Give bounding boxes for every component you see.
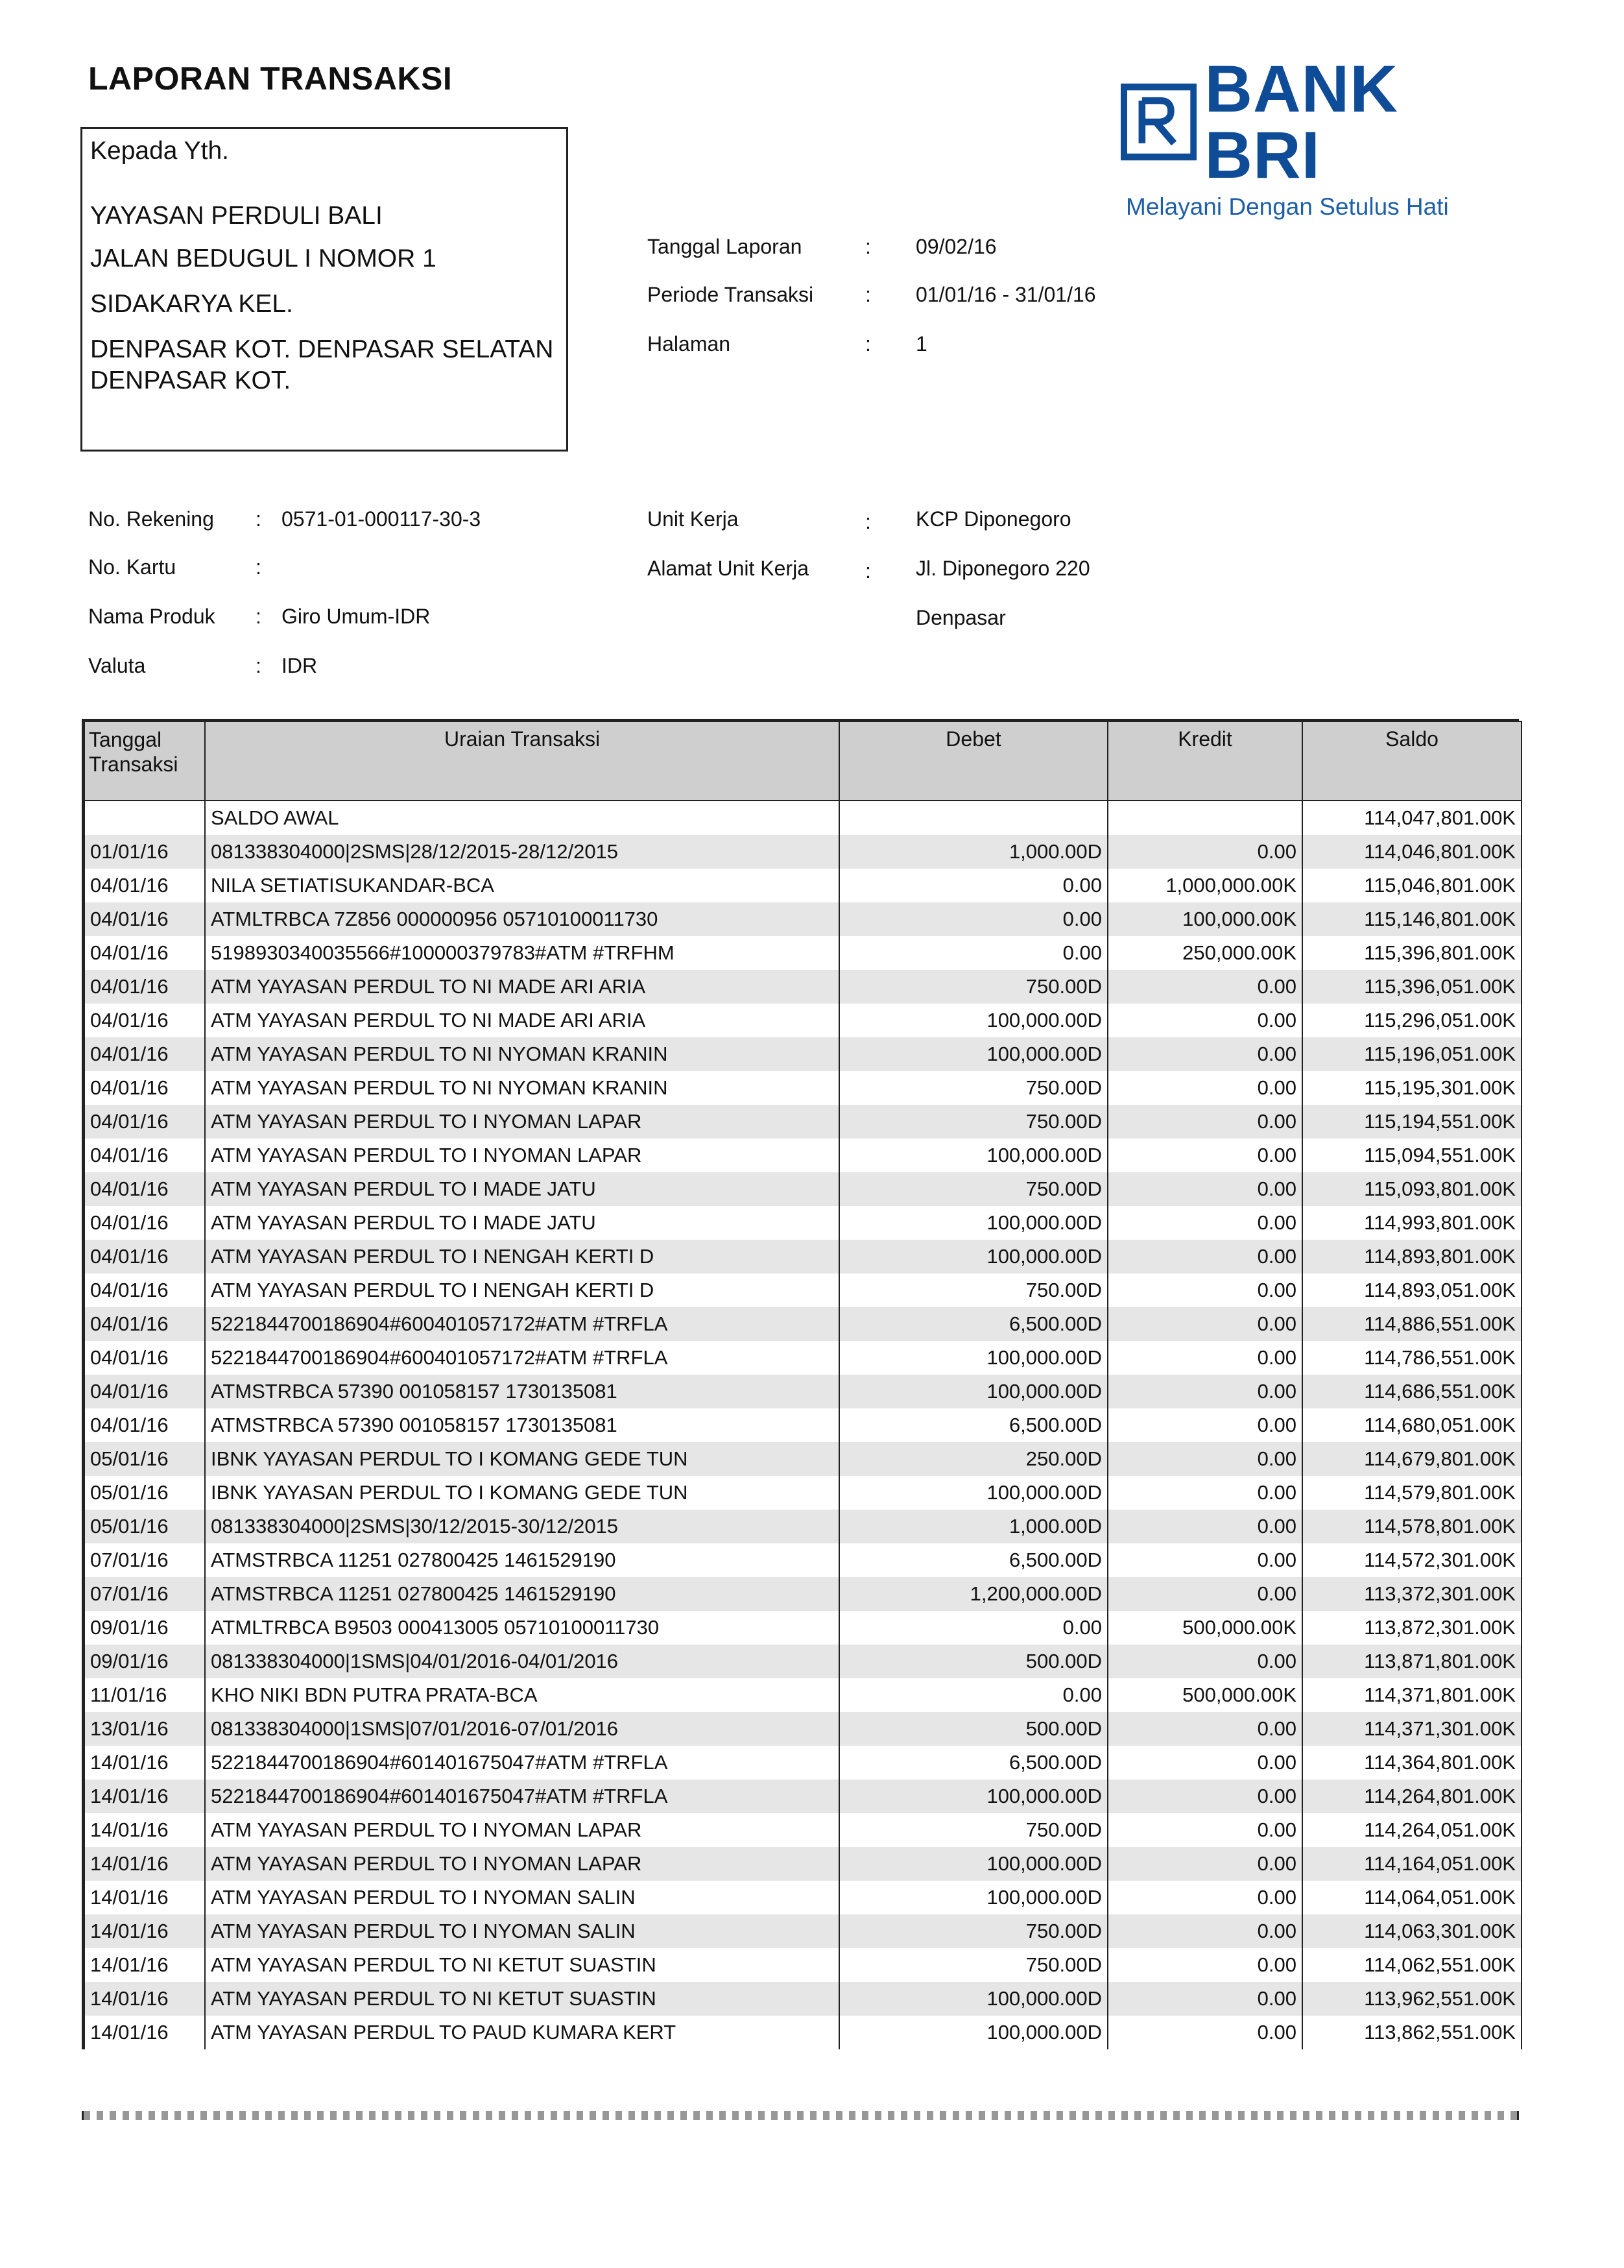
cell-saldo: 114,371,301.00K: [1302, 1712, 1522, 1746]
separator: :: [256, 507, 261, 531]
cell-description: ATM YAYASAN PERDUL TO NI NYOMAN KRANIN: [205, 1037, 839, 1071]
cell-description: ATMSTRBCA 57390 001058157 1730135081: [205, 1375, 839, 1408]
table-row: [84, 1375, 1522, 1408]
table-row: [84, 902, 1522, 936]
cell-date: 05/01/16: [84, 1442, 205, 1476]
table-row: [84, 1004, 1522, 1037]
table-row: [84, 1577, 1522, 1611]
cell-kredit: 250,000.00K: [1108, 936, 1302, 970]
cell-saldo: 115,046,801.00K: [1302, 869, 1522, 902]
cell-description: ATM YAYASAN PERDUL TO I MADE JATU: [205, 1206, 839, 1240]
cell-kredit: 0.00: [1108, 1408, 1302, 1442]
table-row: [84, 835, 1522, 869]
cell-description: 081338304000|1SMS|04/01/2016-04/01/2016: [205, 1645, 839, 1678]
cell-kredit: 500,000.00K: [1108, 1611, 1302, 1645]
separator: :: [865, 510, 871, 533]
cell-debet: [839, 801, 1108, 835]
table-row: [84, 936, 1522, 970]
bank-logo: [1121, 52, 1484, 220]
cell-saldo: 115,296,051.00K: [1302, 1004, 1522, 1037]
cell-debet: 750.00D: [839, 1105, 1108, 1139]
cell-debet: 100,000.00D: [839, 1375, 1108, 1408]
cell-date: 11/01/16: [84, 1678, 205, 1712]
cell-description: 081338304000|2SMS|30/12/2015-30/12/2015: [205, 1510, 839, 1543]
cell-date: 09/01/16: [84, 1645, 205, 1678]
periode-transaksi-label: Periode Transaksi: [647, 283, 814, 306]
cell-description: ATM YAYASAN PERDUL TO I NYOMAN LAPAR: [205, 1847, 839, 1881]
cut-off-row: [82, 2111, 1519, 2120]
cell-kredit: 100,000.00K: [1108, 902, 1302, 936]
cell-saldo: 114,264,801.00K: [1302, 1779, 1522, 1813]
cell-date: 09/01/16: [84, 1611, 205, 1645]
cell-description: 081338304000|2SMS|28/12/2015-28/12/2015: [205, 835, 839, 869]
cell-description: ATM YAYASAN PERDUL TO I NYOMAN SALIN: [205, 1914, 839, 1948]
cell-debet: 100,000.00D: [839, 1476, 1108, 1510]
cell-debet: 0.00: [839, 1678, 1108, 1712]
cell-description: 5221844700186904#601401675047#ATM #TRFLA: [205, 1779, 839, 1813]
cell-kredit: 0.00: [1108, 1847, 1302, 1881]
cell-debet: 750.00D: [839, 1273, 1108, 1307]
cell-kredit: 0.00: [1108, 1206, 1302, 1240]
cell-debet: 100,000.00D: [839, 1341, 1108, 1375]
bri-logo-mark-icon: [1121, 77, 1197, 167]
table-row: [84, 1240, 1522, 1273]
table-row: [84, 1779, 1522, 1813]
table-row: [84, 1510, 1522, 1543]
recipient-line: JALAN BEDUGUL I NOMOR 1: [90, 245, 436, 272]
cell-debet: 100,000.00D: [839, 1847, 1108, 1881]
cell-saldo: 115,396,051.00K: [1302, 970, 1522, 1004]
table-row: [84, 1543, 1522, 1577]
cell-debet: 6,500.00D: [839, 1307, 1108, 1341]
cell-date: 04/01/16: [84, 902, 205, 936]
cell-date: 04/01/16: [84, 1273, 205, 1307]
valuta-label: Valuta: [88, 654, 146, 677]
cell-description: IBNK YAYASAN PERDUL TO I KOMANG GEDE TUN: [205, 1476, 839, 1510]
table-row: [84, 1645, 1522, 1678]
cell-description: ATM YAYASAN PERDUL TO I NENGAH KERTI D: [205, 1273, 839, 1307]
header-kredit: Kredit: [1108, 721, 1302, 801]
cell-description: 081338304000|1SMS|07/01/2016-07/01/2016: [205, 1712, 839, 1746]
kartu-label: No. Kartu: [88, 555, 176, 579]
cell-date: 01/01/16: [84, 835, 205, 869]
rekening-label: No. Rekening: [88, 507, 214, 531]
cell-description: 5221844700186904#600401057172#ATM #TRFLA: [205, 1307, 839, 1341]
cell-date: 04/01/16: [84, 1037, 205, 1071]
cell-kredit: 0.00: [1108, 1273, 1302, 1307]
cell-date: 07/01/16: [84, 1577, 205, 1611]
bank-tagline: Melayani Dengan Setulus Hati: [1126, 193, 1449, 220]
header-tanggal: Tanggal Transaksi: [84, 721, 205, 801]
table-row: [84, 1307, 1522, 1341]
cell-saldo: 114,264,051.00K: [1302, 1813, 1522, 1847]
halaman-value: 1: [916, 332, 927, 356]
cell-kredit: 0.00: [1108, 1172, 1302, 1206]
cell-date: 04/01/16: [84, 1004, 205, 1037]
cell-debet: 0.00: [839, 869, 1108, 902]
cell-saldo: 115,194,551.00K: [1302, 1105, 1522, 1139]
cell-saldo: 115,396,801.00K: [1302, 936, 1522, 970]
transactions-body: [84, 801, 1522, 2049]
cell-kredit: 0.00: [1108, 1982, 1302, 2016]
separator: :: [865, 235, 871, 258]
cell-saldo: 114,886,551.00K: [1302, 1307, 1522, 1341]
cell-debet: 500.00D: [839, 1645, 1108, 1678]
alamat-unit-label: Alamat Unit Kerja: [647, 557, 809, 580]
halaman-label: Halaman: [647, 332, 731, 356]
cell-saldo: 113,962,551.00K: [1302, 1982, 1522, 2016]
cell-debet: 6,500.00D: [839, 1746, 1108, 1779]
cell-saldo: 114,578,801.00K: [1302, 1510, 1522, 1543]
table-row: [84, 1712, 1522, 1746]
cell-kredit: 0.00: [1108, 970, 1302, 1004]
cell-saldo: 114,063,301.00K: [1302, 1914, 1522, 1948]
cell-date: [84, 801, 205, 835]
table-row: [84, 1476, 1522, 1510]
cell-debet: 750.00D: [839, 1914, 1108, 1948]
cell-debet: 1,000.00D: [839, 1510, 1108, 1543]
separator: :: [256, 654, 261, 677]
cell-saldo: 114,364,801.00K: [1302, 1746, 1522, 1779]
cell-description: NILA SETIATISUKANDAR-BCA: [205, 869, 839, 902]
cell-description: ATM YAYASAN PERDUL TO NI MADE ARI ARIA: [205, 970, 839, 1004]
cell-date: 04/01/16: [84, 1240, 205, 1273]
cell-date: 05/01/16: [84, 1510, 205, 1543]
cell-saldo: 115,195,301.00K: [1302, 1071, 1522, 1105]
cell-date: 14/01/16: [84, 1948, 205, 1982]
cell-debet: 100,000.00D: [839, 2016, 1108, 2049]
separator: :: [865, 332, 871, 356]
cell-description: ATM YAYASAN PERDUL TO I MADE JATU: [205, 1172, 839, 1206]
cell-kredit: 1,000,000.00K: [1108, 869, 1302, 902]
cell-date: 04/01/16: [84, 1172, 205, 1206]
table-row: [84, 1442, 1522, 1476]
cell-date: 04/01/16: [84, 1307, 205, 1341]
cell-saldo: 114,371,801.00K: [1302, 1678, 1522, 1712]
cell-description: ATM YAYASAN PERDUL TO I NYOMAN SALIN: [205, 1881, 839, 1914]
cell-description: ATMLTRBCA 7Z856 000000956 05710100011730: [205, 902, 839, 936]
cell-date: 14/01/16: [84, 2016, 205, 2049]
cell-kredit: [1108, 801, 1302, 835]
cell-kredit: 0.00: [1108, 835, 1302, 869]
report-title: LAPORAN TRANSAKSI: [88, 60, 453, 97]
table-row: [84, 1408, 1522, 1442]
cell-saldo: 114,047,801.00K: [1302, 801, 1522, 835]
header-debet: Debet: [839, 721, 1108, 801]
cell-description: 5221844700186904#601401675047#ATM #TRFLA: [205, 1746, 839, 1779]
cell-date: 04/01/16: [84, 1206, 205, 1240]
cell-date: 04/01/16: [84, 1408, 205, 1442]
transactions-table: [82, 719, 1519, 2049]
table-row: [84, 1139, 1522, 1172]
cell-kredit: 500,000.00K: [1108, 1678, 1302, 1712]
cell-debet: 100,000.00D: [839, 1779, 1108, 1813]
cell-date: 04/01/16: [84, 1105, 205, 1139]
table-row: [84, 970, 1522, 1004]
cell-kredit: 0.00: [1108, 1577, 1302, 1611]
cell-debet: 750.00D: [839, 1813, 1108, 1847]
bank-name: BANK BRI: [1204, 52, 1398, 192]
cell-debet: 0.00: [839, 902, 1108, 936]
cell-kredit: 0.00: [1108, 1914, 1302, 1948]
cell-kredit: 0.00: [1108, 1813, 1302, 1847]
cell-debet: 100,000.00D: [839, 1881, 1108, 1914]
cell-description: 5198930340035566#100000379783#ATM #TRFHM: [205, 936, 839, 970]
cell-kredit: 0.00: [1108, 1712, 1302, 1746]
table-row: [84, 1813, 1522, 1847]
cell-kredit: 0.00: [1108, 1510, 1302, 1543]
cell-debet: 500.00D: [839, 1712, 1108, 1746]
cell-date: 04/01/16: [84, 936, 205, 970]
cell-saldo: 113,872,301.00K: [1302, 1611, 1522, 1645]
cell-description: ATMSTRBCA 11251 027800425 1461529190: [205, 1577, 839, 1611]
alamat-unit-value-1: Jl. Diponegoro 220: [916, 557, 1090, 580]
cell-description: ATM YAYASAN PERDUL TO NI KETUT SUASTIN: [205, 1982, 839, 2016]
cell-debet: 750.00D: [839, 1172, 1108, 1206]
cell-saldo: 114,064,051.00K: [1302, 1881, 1522, 1914]
separator: :: [256, 605, 261, 628]
cell-description: ATMSTRBCA 57390 001058157 1730135081: [205, 1408, 839, 1442]
cell-saldo: 114,786,551.00K: [1302, 1341, 1522, 1375]
cell-description: 5221844700186904#600401057172#ATM #TRFLA: [205, 1341, 839, 1375]
cell-description: ATM YAYASAN PERDUL TO I NYOMAN LAPAR: [205, 1105, 839, 1139]
cell-debet: 100,000.00D: [839, 1139, 1108, 1172]
cell-saldo: 114,893,051.00K: [1302, 1273, 1522, 1307]
recipient-line: SIDAKARYA KEL.: [90, 290, 293, 318]
cell-debet: 750.00D: [839, 970, 1108, 1004]
cell-debet: 100,000.00D: [839, 1982, 1108, 2016]
cell-date: 14/01/16: [84, 1914, 205, 1948]
cell-kredit: 0.00: [1108, 1037, 1302, 1071]
cell-debet: 100,000.00D: [839, 1037, 1108, 1071]
table-header-row: [84, 721, 1522, 801]
cell-saldo: 113,372,301.00K: [1302, 1577, 1522, 1611]
cell-kredit: 0.00: [1108, 1645, 1302, 1678]
cell-saldo: 113,871,801.00K: [1302, 1645, 1522, 1678]
table-row: [84, 801, 1522, 835]
table-row: [84, 1071, 1522, 1105]
table-row: [84, 869, 1522, 902]
cell-saldo: 114,686,551.00K: [1302, 1375, 1522, 1408]
separator: :: [865, 283, 871, 306]
cell-kredit: 0.00: [1108, 1948, 1302, 1982]
rekening-value: 0571-01-000117-30-3: [281, 507, 481, 531]
cell-kredit: 0.00: [1108, 1071, 1302, 1105]
cell-debet: 750.00D: [839, 1071, 1108, 1105]
cell-date: 14/01/16: [84, 1813, 205, 1847]
separator: :: [256, 555, 261, 579]
cell-date: 05/01/16: [84, 1476, 205, 1510]
cell-description: ATM YAYASAN PERDUL TO PAUD KUMARA KERT: [205, 2016, 839, 2049]
recipient-line: DENPASAR KOT.: [90, 367, 291, 394]
cell-kredit: 0.00: [1108, 1476, 1302, 1510]
cell-saldo: 114,679,801.00K: [1302, 1442, 1522, 1476]
table-row: [84, 1948, 1522, 1982]
cell-date: 07/01/16: [84, 1543, 205, 1577]
table-row: [84, 1172, 1522, 1206]
cell-date: 04/01/16: [84, 1375, 205, 1408]
cell-date: 14/01/16: [84, 1982, 205, 2016]
cell-debet: 6,500.00D: [839, 1408, 1108, 1442]
cell-saldo: 114,993,801.00K: [1302, 1206, 1522, 1240]
cell-saldo: 115,093,801.00K: [1302, 1172, 1522, 1206]
cell-kredit: 0.00: [1108, 1881, 1302, 1914]
cell-debet: 100,000.00D: [839, 1240, 1108, 1273]
cell-saldo: 114,164,051.00K: [1302, 1847, 1522, 1881]
cell-description: ATM YAYASAN PERDUL TO NI MADE ARI ARIA: [205, 1004, 839, 1037]
cell-kredit: 0.00: [1108, 1307, 1302, 1341]
cell-debet: 750.00D: [839, 1948, 1108, 1982]
table-row: [84, 1273, 1522, 1307]
cell-saldo: 114,062,551.00K: [1302, 1948, 1522, 1982]
header-saldo: Saldo: [1302, 721, 1522, 801]
alamat-unit-value-2: Denpasar: [916, 606, 1006, 629]
recipient-line: DENPASAR KOT. DENPASAR SELATAN: [90, 335, 554, 363]
cell-debet: 250.00D: [839, 1442, 1108, 1476]
cell-kredit: 0.00: [1108, 1105, 1302, 1139]
cell-description: KHO NIKI BDN PUTRA PRATA-BCA: [205, 1678, 839, 1712]
cell-date: 13/01/16: [84, 1712, 205, 1746]
table-row: [84, 1881, 1522, 1914]
recipient-address-box: [80, 127, 568, 452]
cell-date: 04/01/16: [84, 1071, 205, 1105]
cell-kredit: 0.00: [1108, 1240, 1302, 1273]
cell-kredit: 0.00: [1108, 2016, 1302, 2049]
cell-description: ATM YAYASAN PERDUL TO NI NYOMAN KRANIN: [205, 1071, 839, 1105]
cell-saldo: 113,862,551.00K: [1302, 2016, 1522, 2049]
cell-description: ATMSTRBCA 11251 027800425 1461529190: [205, 1543, 839, 1577]
table-row: [84, 1746, 1522, 1779]
cell-description: ATM YAYASAN PERDUL TO I NYOMAN LAPAR: [205, 1139, 839, 1172]
cell-kredit: 0.00: [1108, 1779, 1302, 1813]
tanggal-laporan-value: 09/02/16: [916, 235, 997, 258]
cell-date: 14/01/16: [84, 1881, 205, 1914]
produk-label: Nama Produk: [88, 605, 215, 628]
cell-description: ATM YAYASAN PERDUL TO NI KETUT SUASTIN: [205, 1948, 839, 1982]
table-row: [84, 1206, 1522, 1240]
cell-kredit: 0.00: [1108, 1139, 1302, 1172]
produk-value: Giro Umum-IDR: [281, 605, 431, 628]
table-row: [84, 1037, 1522, 1071]
table-row: [84, 1914, 1522, 1948]
cell-kredit: 0.00: [1108, 1442, 1302, 1476]
cell-debet: 1,000.00D: [839, 835, 1108, 869]
cell-date: 04/01/16: [84, 1341, 205, 1375]
separator: :: [865, 559, 871, 583]
cell-saldo: 114,893,801.00K: [1302, 1240, 1522, 1273]
cell-date: 04/01/16: [84, 869, 205, 902]
unit-kerja-label: Unit Kerja: [647, 507, 739, 531]
cell-kredit: 0.00: [1108, 1375, 1302, 1408]
tanggal-laporan-label: Tanggal Laporan: [647, 235, 802, 258]
cell-date: 04/01/16: [84, 970, 205, 1004]
table-row: [84, 1341, 1522, 1375]
table-row: [84, 1611, 1522, 1645]
table-row: [84, 1982, 1522, 2016]
table-row: [84, 1105, 1522, 1139]
cell-saldo: 115,196,051.00K: [1302, 1037, 1522, 1071]
periode-transaksi-value: 01/01/16 - 31/01/16: [916, 283, 1096, 306]
cell-debet: 0.00: [839, 936, 1108, 970]
cell-saldo: 115,094,551.00K: [1302, 1139, 1522, 1172]
cell-date: 14/01/16: [84, 1847, 205, 1881]
recipient-line: YAYASAN PERDULI BALI: [90, 202, 383, 230]
cell-description: ATMLTRBCA B9503 000413005 05710100011730: [205, 1611, 839, 1645]
cell-debet: 6,500.00D: [839, 1543, 1108, 1577]
cell-date: 14/01/16: [84, 1746, 205, 1779]
cell-debet: 100,000.00D: [839, 1004, 1108, 1037]
cell-saldo: 114,572,301.00K: [1302, 1543, 1522, 1577]
valuta-value: IDR: [281, 654, 318, 677]
cell-debet: 0.00: [839, 1611, 1108, 1645]
cell-saldo: 114,680,051.00K: [1302, 1408, 1522, 1442]
cell-description: ATM YAYASAN PERDUL TO I NYOMAN LAPAR: [205, 1813, 839, 1847]
unit-kerja-value: KCP Diponegoro: [916, 507, 1071, 531]
cell-date: 04/01/16: [84, 1139, 205, 1172]
cell-description: ATM YAYASAN PERDUL TO I NENGAH KERTI D: [205, 1240, 839, 1273]
cell-date: 14/01/16: [84, 1779, 205, 1813]
cell-kredit: 0.00: [1108, 1746, 1302, 1779]
cell-kredit: 0.00: [1108, 1543, 1302, 1577]
cell-kredit: 0.00: [1108, 1341, 1302, 1375]
cell-description: SALDO AWAL: [205, 801, 839, 835]
cell-debet: 100,000.00D: [839, 1206, 1108, 1240]
recipient-greeting: Kepada Yth.: [90, 137, 229, 165]
cell-saldo: 114,579,801.00K: [1302, 1476, 1522, 1510]
cell-description: IBNK YAYASAN PERDUL TO I KOMANG GEDE TUN: [205, 1442, 839, 1476]
header-uraian: Uraian Transaksi: [205, 721, 839, 801]
cell-kredit: 0.00: [1108, 1004, 1302, 1037]
cell-saldo: 115,146,801.00K: [1302, 902, 1522, 936]
cell-saldo: 114,046,801.00K: [1302, 835, 1522, 869]
cell-debet: 1,200,000.00D: [839, 1577, 1108, 1611]
table-row: [84, 1678, 1522, 1712]
table-row: [84, 2016, 1522, 2049]
table-row: [84, 1847, 1522, 1881]
